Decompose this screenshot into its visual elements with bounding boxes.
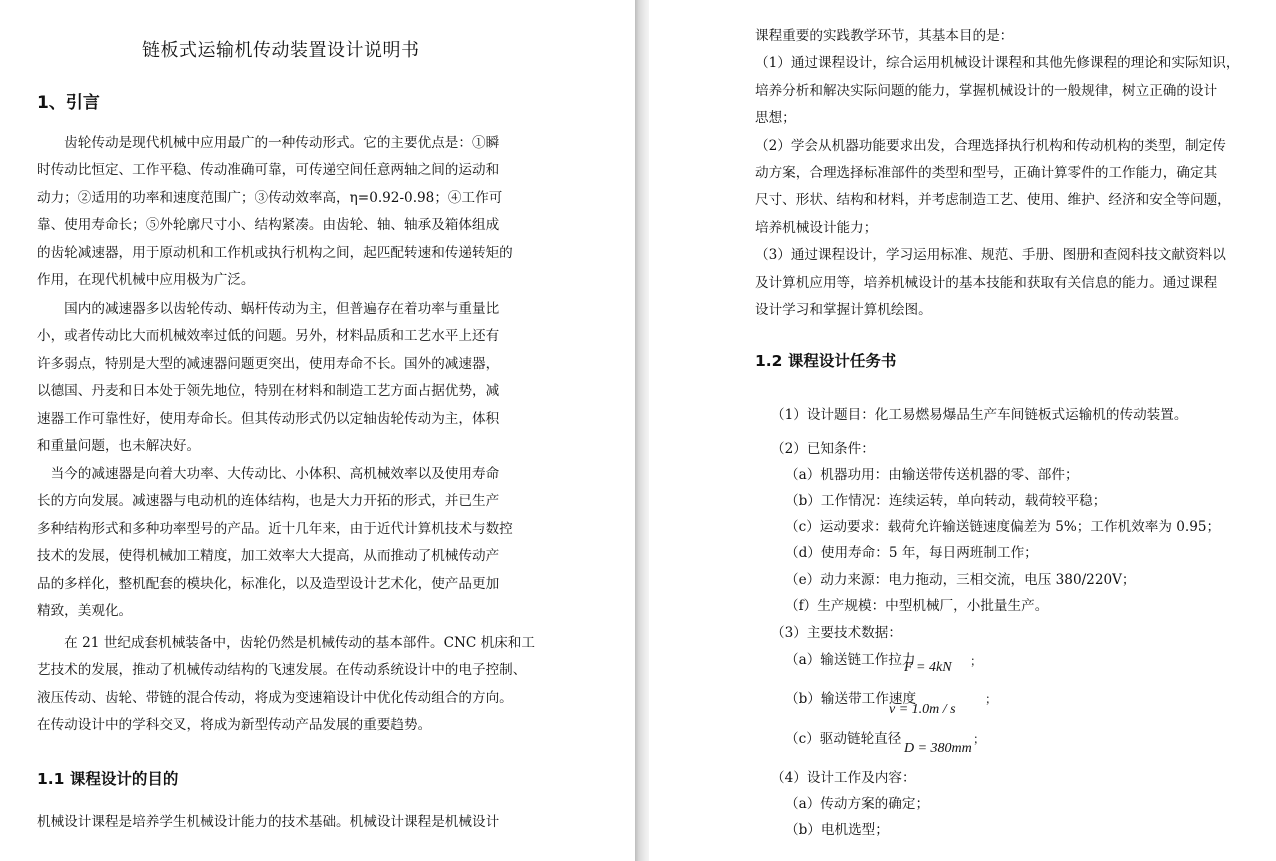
text-line: 动力；②适用的功率和速度范围广；③传动效率高，η=0.92-0.98；④工作可	[37, 189, 503, 206]
text-line: 作用，在现代机械中应用极为广泛。	[37, 272, 255, 289]
text-line: 当今的减速器是向着大功率、大传动比、小体积、高机械效率以及使用寿命	[37, 466, 500, 482]
task-design-topic: （1）设计题目：化工易燃易爆品生产车间链板式运输机的传动装置。	[771, 407, 1188, 423]
work-item: （b）电机选型；	[785, 822, 889, 838]
task-technical-data: （3）主要技术数据：	[771, 625, 902, 641]
page-gutter	[635, 0, 649, 861]
text-line: 在传动设计中的学科交叉，将成为新型传动产品发展的重要趋势。	[37, 717, 432, 734]
semicolon: ；	[985, 692, 998, 706]
formula-chain-tension: F = 4kN	[904, 660, 952, 675]
task-design-work: （4）设计工作及内容：	[771, 770, 916, 786]
text-line: 时传动比恒定、工作平稳、传动准确可靠，可传递空间任意两轴之间的运动和	[37, 162, 500, 179]
text-line: 艺技术的发展，推动了机械传动结构的飞速发展。在传动系统设计中的电子控制、	[37, 662, 527, 679]
data-belt-speed-label: （b）输送带工作速度	[785, 691, 917, 707]
paragraph-course-objectives	[755, 23, 1239, 324]
text-line: 靠、使用寿命长；⑤外轮廓尺寸小、结构紧凑。由齿轮、轴、轴承及箱体组成	[37, 217, 500, 234]
text-line: 液压传动、齿轮、带链的混合传动，将成为变速箱设计中优化传动组合的方向。	[37, 689, 513, 706]
document-page-right	[649, 0, 1276, 861]
text-line: 多种结构形式和多种功率型号的产品。近十几年来，由于近代计算机技术与数控	[37, 520, 513, 537]
text-line: 和重量问题，也未解决好。	[37, 438, 201, 455]
paragraph-course-purpose	[37, 809, 499, 836]
text-line: 动方案，合理选择标准部件的类型和型号，正确计算零件的工作能力，确定其	[755, 165, 1218, 182]
text-line: 培养机械设计能力；	[755, 219, 878, 236]
text-line: 以德国、丹麦和日本处于领先地位，特别在材料和制造工艺方面占据优势，减	[37, 383, 500, 400]
data-sprocket-diameter-label: （c）驱动链轮直径	[785, 731, 902, 747]
formula-sprocket-diameter: D = 380mm	[904, 741, 972, 756]
paragraph-domestic-reducers	[37, 296, 499, 460]
text-line: 的齿轮减速器，用于原动机和工作机或执行机构之间，起匹配转速和传递转矩的	[37, 244, 513, 261]
condition-item: （a）机器功用：由输送带传送机器的零、部件；	[785, 467, 1079, 483]
text-line: 思想；	[755, 110, 796, 127]
heading-course-purpose: 1.1 课程设计的目的	[37, 770, 179, 788]
condition-item: （e）动力来源：电力拖动，三相交流，电压 380/220V；	[785, 572, 1136, 588]
text-line: 品的多样化，整机配套的模块化，标准化，以及造型设计艺术化，使产品更加	[37, 575, 500, 592]
text-line: 齿轮传动是现代机械中应用最广的一种传动形式。它的主要优点是：①瞬	[37, 135, 500, 151]
text-line: 技术的发展，使得机械加工精度，加工效率大大提高，从而推动了机械传动产	[37, 548, 500, 565]
semicolon: ；	[973, 732, 986, 746]
data-chain-tension-label: （a）输送链工作拉力	[785, 652, 916, 668]
heading-design-task: 1.2 课程设计任务书	[755, 352, 897, 370]
formula-belt-speed: v = 1.0m / s	[889, 702, 956, 717]
text-line: 课程重要的实践教学环节，其基本目的是：	[755, 28, 1014, 44]
document-title: 链板式运输机传动装置设计说明书	[142, 40, 420, 61]
text-line: 在 21 世纪成套机械装备中，齿轮仍然是机械传动的基本部件。CNC 机床和工	[37, 635, 535, 651]
text-line: 机械设计课程是培养学生机械设计能力的技术基础。机械设计课程是机械设计	[37, 814, 500, 830]
work-item: （a）传动方案的确定；	[785, 796, 930, 812]
text-line: （2）学会从机器功能要求出发，合理选择执行机构和传动机构的类型，制定传	[755, 137, 1226, 154]
text-line: 设计学习和掌握计算机绘图。	[755, 302, 932, 319]
condition-item: （c）运动要求：载荷允许输送链速度偏差为 5%；工作机效率为 0.95；	[785, 519, 1221, 535]
text-line: 小，或者传动比大而机械效率过低的问题。另外，材料品质和工艺水平上还有	[37, 328, 500, 345]
text-line: （3）通过课程设计，学习运用标准、规范、手册、图册和查阅科技文献资料以	[755, 247, 1226, 264]
condition-item: （f）生产规模：中型机械厂，小批量生产。	[785, 598, 1049, 614]
paragraph-gear-transmission	[37, 130, 513, 294]
text-line: 培养分析和解决实际问题的能力，掌握机械设计的一般规律，树立正确的设计	[755, 82, 1218, 99]
text-line: 精致，美观化。	[37, 603, 133, 620]
semicolon: ；	[970, 654, 983, 668]
text-line: 及计算机应用等，培养机械设计的基本技能和获取有关信息的能力。通过课程	[755, 274, 1218, 291]
paragraph-21st-century	[37, 630, 535, 740]
task-known-conditions: （2）已知条件：	[771, 441, 875, 457]
paragraph-current-trends	[37, 461, 513, 625]
document-page-left	[0, 0, 635, 861]
text-line: 尺寸、形状、结构和材料，并考虑制造工艺、使用、维护、经济和安全等问题，	[755, 192, 1231, 209]
text-line: （1）通过课程设计，综合运用机械设计课程和其他先修课程的理论和实际知识，	[755, 55, 1240, 72]
heading-introduction: 1、引言	[37, 93, 100, 113]
condition-item: （b）工作情况：连续运转，单向转动，载荷较平稳；	[785, 493, 1107, 509]
condition-item: （d）使用寿命：5 年，每日两班制工作；	[785, 545, 1038, 561]
text-line: 国内的减速器多以齿轮传动、蜗杆传动为主，但普遍存在着功率与重量比	[37, 301, 500, 317]
text-line: 许多弱点，特别是大型的减速器问题更突出，使用寿命不长。国外的减速器，	[37, 355, 500, 372]
text-line: 长的方向发展。减速器与电动机的连体结构，也是大力开拓的形式，并已生产	[37, 493, 500, 510]
text-line: 速器工作可靠性好，使用寿命长。但其传动形式仍以定轴齿轮传动为主，体积	[37, 410, 500, 427]
